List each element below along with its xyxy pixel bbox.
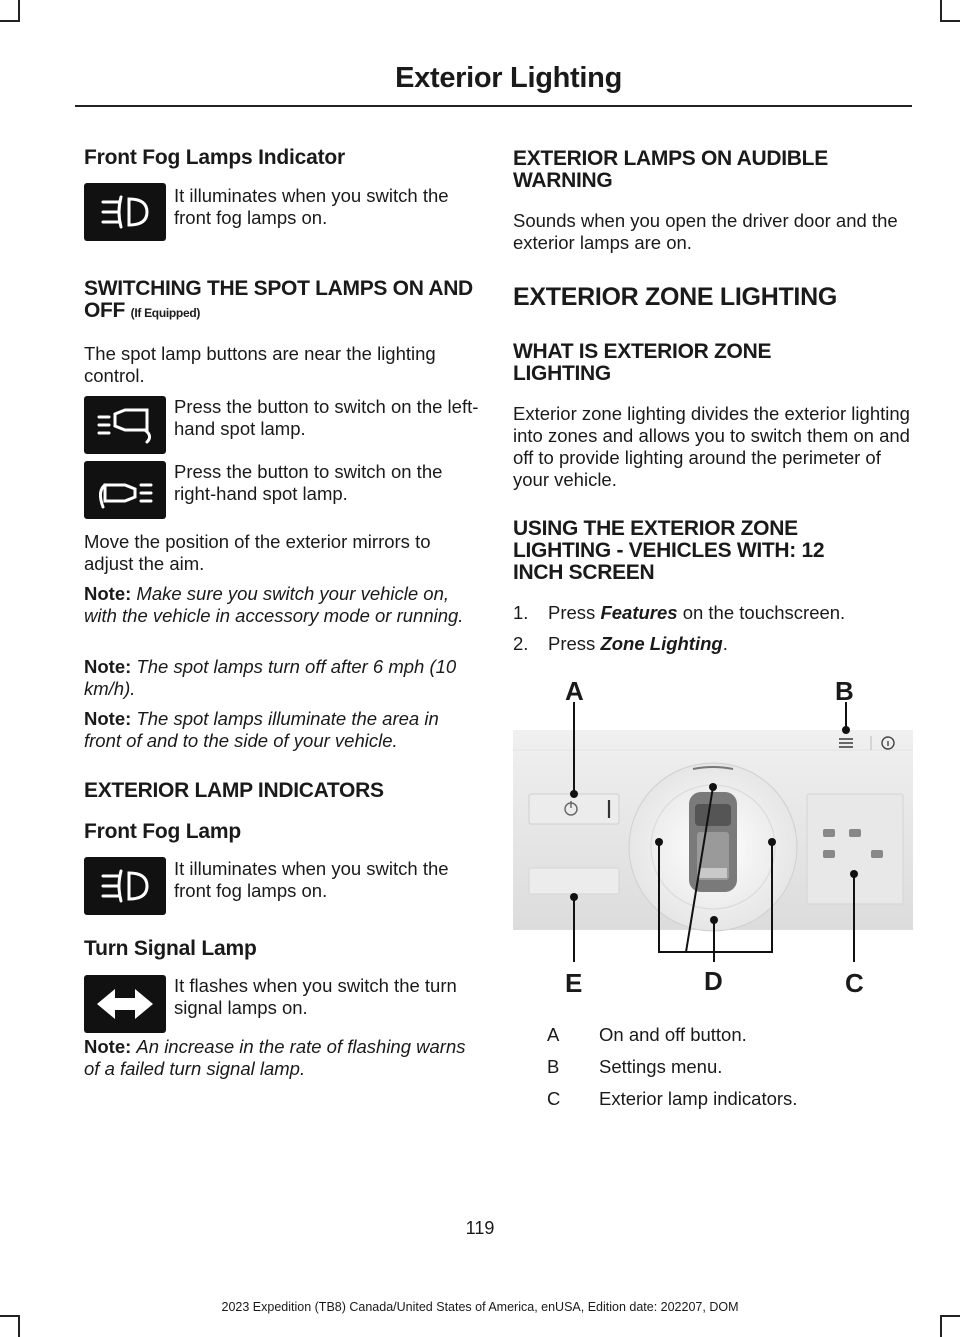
crop-mark — [940, 1317, 942, 1337]
note-3: Note: The spot lamps illuminate the area in front of and to the side of your vehicle. — [84, 708, 439, 751]
crop-mark — [940, 0, 942, 20]
left-spot-lamp-icon — [84, 396, 166, 454]
right-spot-lamp-text: Press the button to switch on the right-hand spot lamp. — [174, 461, 443, 504]
page-header-title: Exterior Lighting — [395, 62, 622, 94]
note-4: Note: An increase in the rate of flashing warns of a failed turn signal lamp. — [84, 1036, 466, 1079]
what-is-zone-text: Exterior zone lighting divides the exterior lighting into zones and allows you to switch them on and off to provide lighting around the perimeter of your vehicle. — [513, 403, 910, 490]
crop-mark — [0, 1315, 20, 1317]
front-fog-text: It illuminates when you switch the front fog lamps on. — [174, 858, 449, 901]
front-fog-lamp-icon — [84, 857, 166, 915]
fog-indicator-heading: Front Fog Lamps Indicator — [84, 146, 345, 169]
front-fog-heading: Front Fog Lamp — [84, 820, 242, 843]
zone-lighting-screen-illustration — [513, 672, 913, 1002]
mirror-adjust-text: Move the position of the exterior mirrors to adjust the aim. — [84, 531, 431, 574]
zone-lighting-heading: EXTERIOR ZONE LIGHTING — [513, 283, 837, 311]
audible-warning-text: Sounds when you open the driver door and the exterior lamps are on. — [513, 210, 898, 253]
note-1: Note: Make sure you switch your vehicle on, with the vehicle in accessory mode or running. — [84, 583, 464, 626]
using-zone-heading: USING THE EXTERIOR ZONE LIGHTING - VEHICLES WITH: 12 INCH SCREEN — [513, 517, 825, 584]
header-divider — [75, 105, 912, 107]
spot-lamps-intro: The spot lamp buttons are near the lighting control. — [84, 343, 436, 386]
front-fog-lamp-icon — [84, 183, 166, 241]
spot-lamps-heading: SWITCHING THE SPOT LAMPS ON AND OFF (If Equipped) — [84, 277, 473, 322]
what-is-zone-heading: WHAT IS EXTERIOR ZONE LIGHTING — [513, 340, 772, 385]
turn-signal-heading: Turn Signal Lamp — [84, 937, 257, 960]
right-spot-lamp-icon — [84, 461, 166, 519]
page-number: 119 — [465, 1218, 495, 1238]
crop-mark — [940, 1315, 960, 1317]
figure-label-c: C — [845, 968, 864, 998]
figure-label-b: B — [835, 676, 854, 706]
crop-mark — [18, 1317, 20, 1337]
audible-warning-heading: EXTERIOR LAMPS ON AUDIBLE WARNING — [513, 147, 828, 192]
turn-signal-icon — [84, 975, 166, 1033]
page-footer: 2023 Expedition (TB8) Canada/United States of America, enUSA, Edition date: 202207, DOM — [221, 1300, 739, 1314]
crop-mark — [0, 20, 20, 22]
figure-label-a: A — [565, 676, 584, 706]
turn-signal-text: It flashes when you switch the turn signal lamps on. — [174, 975, 457, 1018]
indicators-heading: EXTERIOR LAMP INDICATORS — [84, 779, 384, 802]
fog-indicator-text: It illuminates when you switch the front fog lamps on. — [174, 185, 449, 228]
left-spot-lamp-text: Press the button to switch on the left-hand spot lamp. — [174, 396, 479, 439]
figure-label-d: D — [704, 966, 723, 996]
figure-label-e: E — [565, 968, 583, 998]
zone-lighting-figure — [513, 672, 913, 1002]
crop-mark — [940, 20, 960, 22]
note-2: Note: The spot lamps turn off after 6 mph (10 km/h). — [84, 656, 457, 699]
crop-mark — [18, 0, 20, 20]
